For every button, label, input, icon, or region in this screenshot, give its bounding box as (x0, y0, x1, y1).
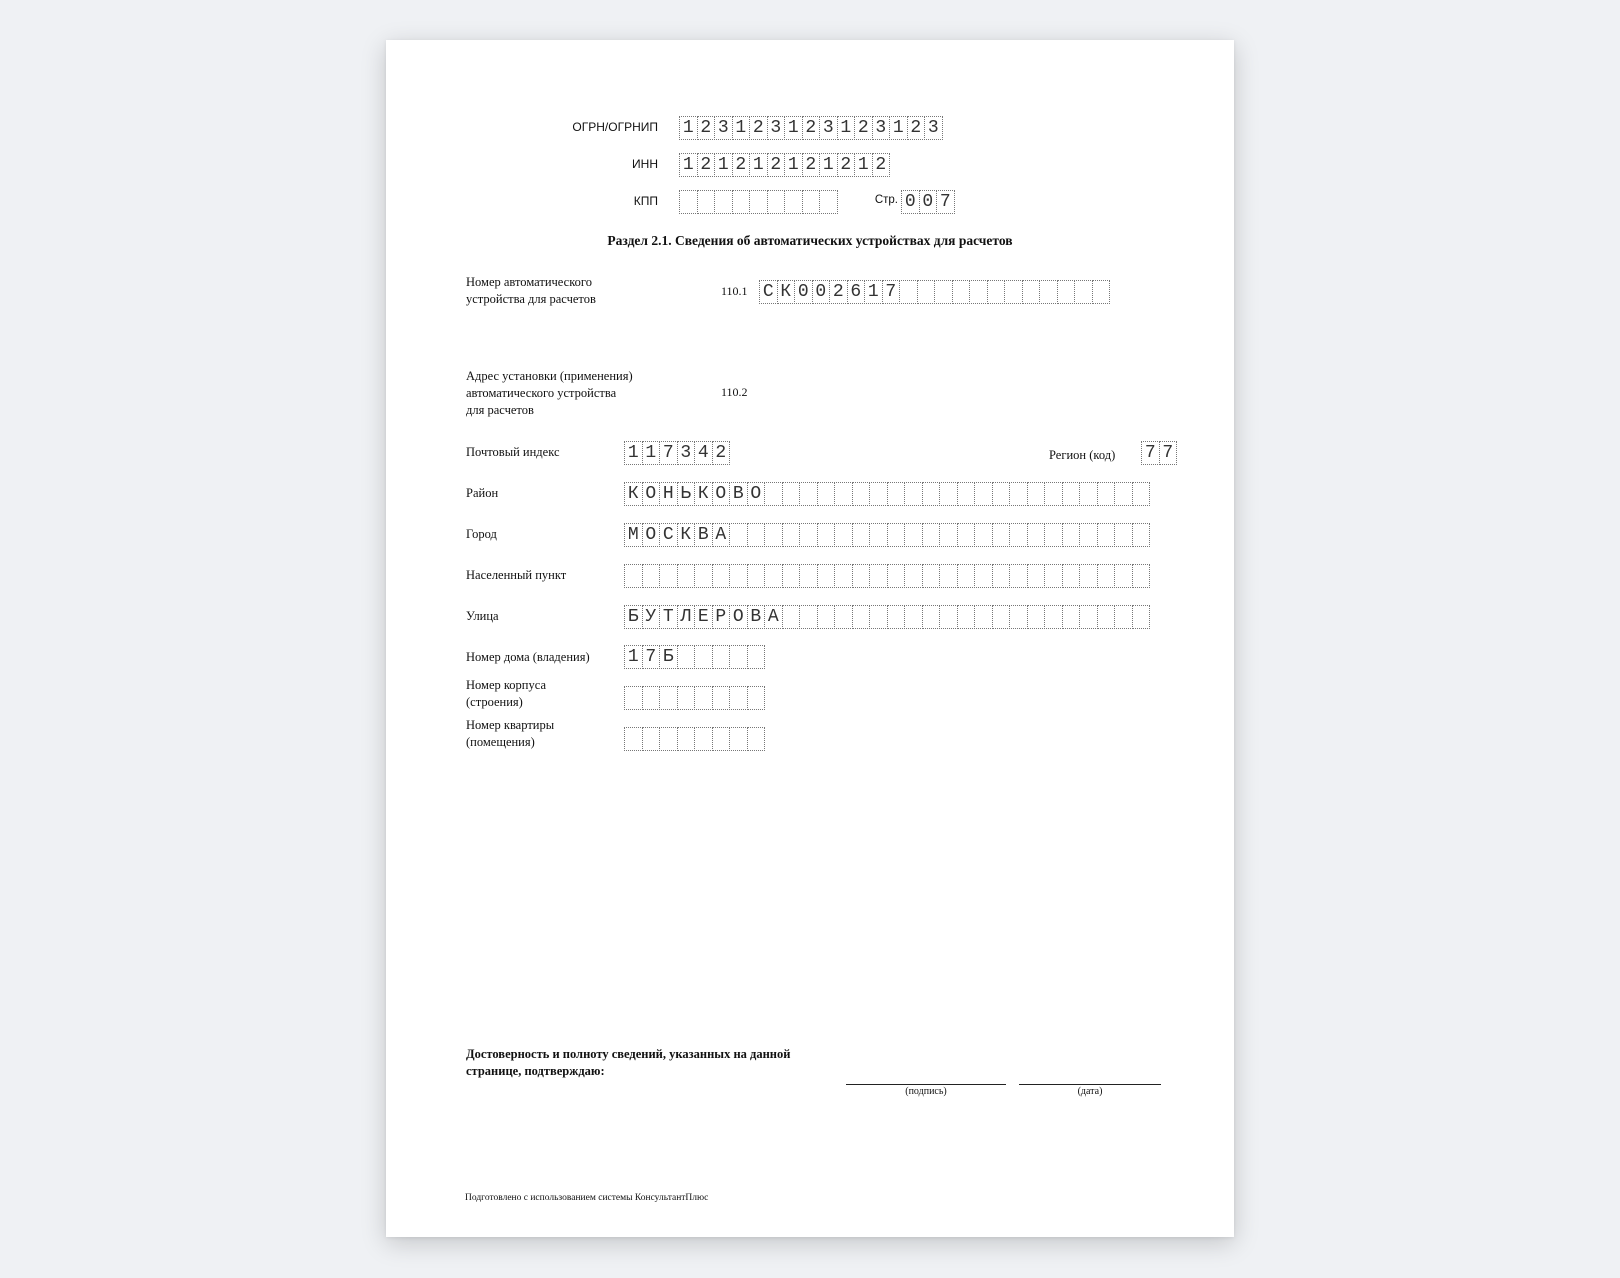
char-cell[interactable]: О (642, 482, 661, 506)
char-cell[interactable] (869, 605, 888, 629)
char-cell[interactable]: 1 (784, 116, 803, 140)
char-cell[interactable]: 1 (819, 153, 838, 177)
char-cell[interactable] (782, 523, 801, 547)
char-cell[interactable] (624, 727, 643, 751)
char-cell[interactable] (1044, 482, 1063, 506)
char-cell[interactable]: В (694, 523, 713, 547)
char-cell[interactable] (694, 564, 713, 588)
char-cell[interactable] (1027, 482, 1046, 506)
char-cell[interactable] (799, 482, 818, 506)
char-cell[interactable]: 1 (624, 645, 643, 669)
char-cell[interactable]: 3 (767, 116, 786, 140)
char-cell[interactable] (887, 482, 906, 506)
char-cell[interactable] (659, 564, 678, 588)
char-cell[interactable] (1079, 605, 1098, 629)
char-cell[interactable] (904, 523, 923, 547)
char-cell[interactable] (939, 564, 958, 588)
page-label: Стр. (874, 194, 898, 206)
char-cell[interactable]: 7 (659, 441, 678, 465)
char-cell[interactable] (992, 523, 1011, 547)
char-cell[interactable] (834, 564, 853, 588)
char-cell[interactable]: О (642, 523, 661, 547)
char-cell[interactable] (782, 564, 801, 588)
char-cell[interactable] (712, 564, 731, 588)
char-cell[interactable] (1062, 564, 1081, 588)
region-label: Регион (код) (1049, 448, 1116, 462)
char-cell[interactable] (732, 190, 751, 214)
char-cell[interactable]: 1 (749, 153, 768, 177)
char-cell[interactable] (887, 564, 906, 588)
char-cell[interactable] (992, 605, 1011, 629)
char-cell[interactable] (957, 482, 976, 506)
kpp-label: КПП (633, 194, 658, 208)
ogrn-cells[interactable] (679, 116, 943, 140)
char-cell[interactable]: 2 (872, 153, 891, 177)
char-cell[interactable]: А (764, 605, 783, 629)
char-cell[interactable] (904, 605, 923, 629)
address-code: 110.2 (721, 385, 748, 399)
signature-caption: (подпись) (905, 1086, 947, 1097)
char-cell[interactable] (817, 564, 836, 588)
char-cell[interactable] (642, 727, 661, 751)
char-cell[interactable]: 0 (901, 190, 920, 214)
char-cell[interactable]: О (747, 482, 766, 506)
char-cell[interactable] (834, 482, 853, 506)
char-cell[interactable] (869, 523, 888, 547)
char-cell[interactable]: 1 (714, 153, 733, 177)
char-cell[interactable]: 2 (854, 116, 873, 140)
char-cell[interactable] (957, 605, 976, 629)
char-cell[interactable]: 1 (642, 441, 661, 465)
char-cell[interactable]: Т (659, 605, 678, 629)
char-cell[interactable]: 3 (924, 116, 943, 140)
char-cell[interactable]: 2 (767, 153, 786, 177)
char-cell[interactable] (1009, 564, 1028, 588)
char-cell[interactable]: 2 (697, 116, 716, 140)
char-cell[interactable] (677, 727, 696, 751)
char-cell[interactable]: 1 (864, 280, 883, 304)
char-cell[interactable] (729, 564, 748, 588)
page-number-cells[interactable] (901, 190, 955, 214)
char-cell[interactable]: 1 (854, 153, 873, 177)
char-cell[interactable] (1079, 564, 1098, 588)
char-cell[interactable] (697, 190, 716, 214)
street-label: Улица (466, 609, 499, 623)
char-cell[interactable] (659, 727, 678, 751)
char-cell[interactable] (1062, 523, 1081, 547)
char-cell[interactable] (712, 686, 731, 710)
postal-index-cells[interactable] (624, 441, 730, 465)
char-cell[interactable]: 2 (907, 116, 926, 140)
char-cell[interactable] (1132, 605, 1151, 629)
signature-line (846, 1084, 1006, 1085)
char-cell[interactable] (1004, 280, 1023, 304)
char-cell[interactable] (764, 482, 783, 506)
char-cell[interactable] (1079, 482, 1098, 506)
char-cell[interactable] (764, 523, 783, 547)
char-cell[interactable] (1027, 523, 1046, 547)
char-cell[interactable] (887, 523, 906, 547)
district-label: Район (466, 486, 499, 500)
char-cell[interactable] (729, 523, 748, 547)
char-cell[interactable] (747, 523, 766, 547)
char-cell[interactable] (782, 605, 801, 629)
char-cell[interactable]: 6 (847, 280, 866, 304)
char-cell[interactable]: 7 (1141, 441, 1160, 465)
char-cell[interactable]: 4 (694, 441, 713, 465)
char-cell[interactable] (677, 686, 696, 710)
inn-cells[interactable] (679, 153, 890, 177)
section-title: Раздел 2.1. Сведения об автоматических устройствах для расчетов (607, 233, 1013, 248)
building-cells[interactable] (624, 686, 765, 710)
char-cell[interactable] (934, 280, 953, 304)
inn-label: ИНН (632, 157, 658, 171)
char-cell[interactable]: Е (694, 605, 713, 629)
char-cell[interactable] (1009, 523, 1028, 547)
char-cell[interactable]: 1 (624, 441, 643, 465)
char-cell[interactable]: 0 (919, 190, 938, 214)
char-cell[interactable] (1132, 482, 1151, 506)
char-cell[interactable]: 0 (812, 280, 831, 304)
char-cell[interactable] (747, 645, 766, 669)
address-label: Адрес установки (применения) автоматического устройства для расчетов (466, 369, 633, 417)
char-cell[interactable]: 1 (837, 116, 856, 140)
char-cell[interactable] (922, 482, 941, 506)
char-cell[interactable]: 0 (794, 280, 813, 304)
char-cell[interactable]: О (729, 605, 748, 629)
char-cell[interactable] (1009, 482, 1028, 506)
street-cells[interactable] (624, 605, 1150, 629)
locality-cells[interactable] (624, 564, 1150, 588)
char-cell[interactable] (817, 482, 836, 506)
char-cell[interactable]: К (694, 482, 713, 506)
char-cell[interactable] (939, 482, 958, 506)
char-cell[interactable] (992, 564, 1011, 588)
device-number-cells[interactable] (759, 280, 1110, 304)
char-cell[interactable]: 3 (714, 116, 733, 140)
char-cell[interactable] (939, 523, 958, 547)
locality-label: Населенный пункт (466, 568, 567, 582)
char-cell[interactable] (1044, 605, 1063, 629)
char-cell[interactable] (817, 605, 836, 629)
char-cell[interactable] (1027, 605, 1046, 629)
char-cell[interactable] (799, 605, 818, 629)
char-cell[interactable]: О (712, 482, 731, 506)
char-cell[interactable]: 2 (837, 153, 856, 177)
char-cell[interactable] (784, 190, 803, 214)
char-cell[interactable] (904, 482, 923, 506)
char-cell[interactable] (1039, 280, 1058, 304)
char-cell[interactable]: 2 (802, 153, 821, 177)
char-cell[interactable]: 2 (732, 153, 751, 177)
char-cell[interactable] (1027, 564, 1046, 588)
char-cell[interactable]: В (747, 605, 766, 629)
char-cell[interactable]: 7 (1159, 441, 1178, 465)
footer-prepared: Подготовлено с использованием системы КонсультантПлюс (465, 1193, 709, 1203)
char-cell[interactable] (922, 605, 941, 629)
char-cell[interactable]: Н (659, 482, 678, 506)
apartment-cells[interactable] (624, 727, 765, 751)
char-cell[interactable]: А (712, 523, 731, 547)
char-cell[interactable]: 7 (936, 190, 955, 214)
char-cell[interactable] (799, 564, 818, 588)
char-cell[interactable] (922, 523, 941, 547)
char-cell[interactable] (799, 523, 818, 547)
char-cell[interactable]: С (659, 523, 678, 547)
char-cell[interactable]: Р (712, 605, 731, 629)
region-cells[interactable] (1141, 441, 1177, 465)
char-cell[interactable] (852, 605, 871, 629)
postal-index-label: Почтовый индекс (466, 445, 560, 459)
char-cell[interactable]: К (677, 523, 696, 547)
char-cell[interactable] (624, 564, 643, 588)
char-cell[interactable] (694, 727, 713, 751)
char-cell[interactable] (749, 190, 768, 214)
device-number-code: 110.1 (721, 284, 748, 298)
char-cell[interactable] (747, 564, 766, 588)
char-cell[interactable] (1114, 564, 1133, 588)
char-cell[interactable] (694, 645, 713, 669)
char-cell[interactable] (1097, 482, 1116, 506)
char-cell[interactable] (1044, 564, 1063, 588)
char-cell[interactable] (952, 280, 971, 304)
char-cell[interactable] (1097, 523, 1116, 547)
char-cell[interactable] (904, 564, 923, 588)
char-cell[interactable] (819, 190, 838, 214)
char-cell[interactable] (1057, 280, 1076, 304)
house-label: Номер дома (владения) (466, 650, 590, 664)
char-cell[interactable] (747, 727, 766, 751)
city-label: Город (466, 527, 497, 541)
char-cell[interactable]: 2 (829, 280, 848, 304)
char-cell[interactable] (917, 280, 936, 304)
char-cell[interactable] (624, 686, 643, 710)
char-cell[interactable] (767, 190, 786, 214)
char-cell[interactable]: У (642, 605, 661, 629)
char-cell[interactable]: 1 (784, 153, 803, 177)
char-cell[interactable] (969, 280, 988, 304)
char-cell[interactable] (957, 523, 976, 547)
char-cell[interactable] (1079, 523, 1098, 547)
char-cell[interactable] (802, 190, 821, 214)
city-cells[interactable] (624, 523, 1150, 547)
char-cell[interactable] (1114, 605, 1133, 629)
char-cell[interactable] (1062, 605, 1081, 629)
char-cell[interactable] (1022, 280, 1041, 304)
char-cell[interactable] (1092, 280, 1111, 304)
char-cell[interactable] (782, 482, 801, 506)
char-cell[interactable] (694, 686, 713, 710)
char-cell[interactable] (852, 564, 871, 588)
char-cell[interactable] (852, 482, 871, 506)
char-cell[interactable] (729, 686, 748, 710)
char-cell[interactable]: 3 (872, 116, 891, 140)
char-cell[interactable]: 2 (712, 441, 731, 465)
char-cell[interactable] (712, 727, 731, 751)
char-cell[interactable] (1132, 564, 1151, 588)
char-cell[interactable]: С (759, 280, 778, 304)
char-cell[interactable] (642, 564, 661, 588)
char-cell[interactable]: 2 (697, 153, 716, 177)
char-cell[interactable]: Б (659, 645, 678, 669)
char-cell[interactable] (712, 645, 731, 669)
district-cells[interactable] (624, 482, 1150, 506)
house-cells[interactable] (624, 645, 765, 669)
char-cell[interactable]: К (777, 280, 796, 304)
char-cell[interactable]: 3 (819, 116, 838, 140)
char-cell[interactable] (834, 605, 853, 629)
char-cell[interactable] (729, 727, 748, 751)
char-cell[interactable]: 1 (889, 116, 908, 140)
char-cell[interactable] (957, 564, 976, 588)
char-cell[interactable] (1097, 605, 1116, 629)
building-label: Номер корпуса (строения) (466, 678, 546, 709)
char-cell[interactable] (677, 564, 696, 588)
char-cell[interactable] (817, 523, 836, 547)
char-cell[interactable] (1114, 523, 1133, 547)
char-cell[interactable] (1132, 523, 1151, 547)
char-cell[interactable] (747, 686, 766, 710)
date-line (1019, 1084, 1161, 1085)
document-page (386, 40, 1234, 1237)
char-cell[interactable] (1097, 564, 1116, 588)
char-cell[interactable] (899, 280, 918, 304)
char-cell[interactable]: К (624, 482, 643, 506)
char-cell[interactable]: Ь (677, 482, 696, 506)
char-cell[interactable] (642, 686, 661, 710)
char-cell[interactable] (834, 523, 853, 547)
kpp-cells[interactable] (679, 190, 838, 214)
char-cell[interactable] (974, 482, 993, 506)
char-cell[interactable] (659, 686, 678, 710)
date-caption: (дата) (1077, 1086, 1103, 1097)
char-cell[interactable]: 7 (882, 280, 901, 304)
char-cell[interactable] (987, 280, 1006, 304)
confirmation-text: Достоверность и полноту сведений, указанных на данной странице, подтверждаю: (466, 1047, 791, 1078)
char-cell[interactable] (869, 564, 888, 588)
char-cell[interactable]: 7 (642, 645, 661, 669)
char-cell[interactable] (764, 564, 783, 588)
char-cell[interactable]: 1 (679, 153, 698, 177)
char-cell[interactable]: В (729, 482, 748, 506)
char-cell[interactable] (869, 482, 888, 506)
char-cell[interactable] (714, 190, 733, 214)
char-cell[interactable] (1062, 482, 1081, 506)
char-cell[interactable] (1044, 523, 1063, 547)
char-cell[interactable] (992, 482, 1011, 506)
char-cell[interactable] (679, 190, 698, 214)
char-cell[interactable] (677, 645, 696, 669)
char-cell[interactable] (922, 564, 941, 588)
char-cell[interactable]: 1 (679, 116, 698, 140)
char-cell[interactable] (974, 523, 993, 547)
char-cell[interactable]: М (624, 523, 643, 547)
ogrn-label: ОГРН/ОГРНИП (572, 120, 658, 134)
char-cell[interactable] (852, 523, 871, 547)
device-number-label: Номер автоматического устройства для расчетов (466, 275, 596, 306)
char-cell[interactable]: Б (624, 605, 643, 629)
char-cell[interactable]: 2 (749, 116, 768, 140)
char-cell[interactable] (1009, 605, 1028, 629)
char-cell[interactable] (974, 605, 993, 629)
char-cell[interactable] (887, 605, 906, 629)
char-cell[interactable]: 1 (732, 116, 751, 140)
char-cell[interactable] (729, 645, 748, 669)
char-cell[interactable] (939, 605, 958, 629)
char-cell[interactable] (1114, 482, 1133, 506)
char-cell[interactable]: 2 (802, 116, 821, 140)
char-cell[interactable]: 3 (677, 441, 696, 465)
char-cell[interactable] (1074, 280, 1093, 304)
char-cell[interactable]: Л (677, 605, 696, 629)
apartment-label: Номер квартиры (помещения) (466, 718, 555, 749)
char-cell[interactable] (974, 564, 993, 588)
